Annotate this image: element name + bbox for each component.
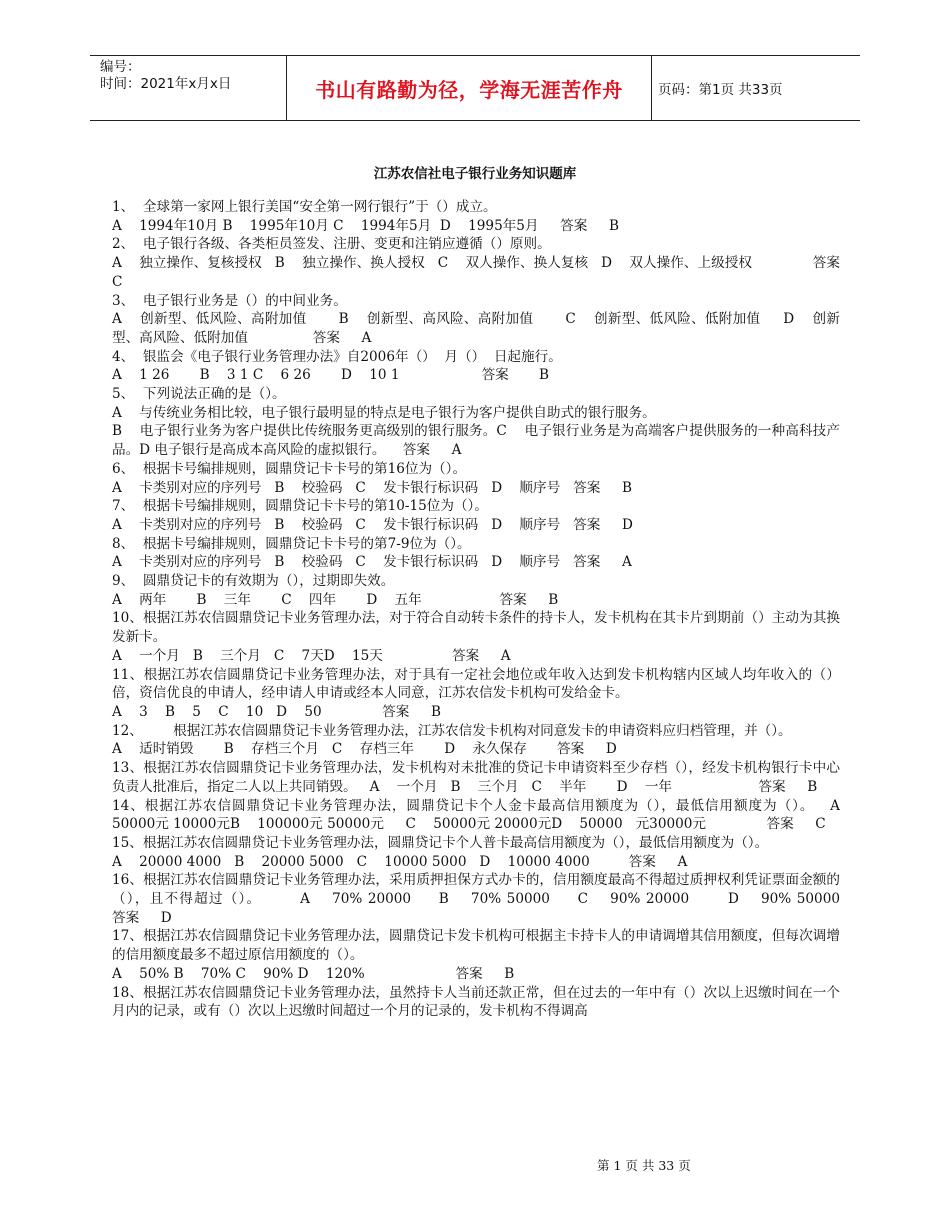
text-line: 5、 下列说法正确的是（）。 [112,386,286,403]
header-motto-cell [286,56,652,120]
text-line: A 一个月 B 三个月 C 7天D 15天 答案 A [112,647,511,664]
text-line: 15、根据江苏农信圆鼎贷记卡业务管理办法，圆鼎贷记卡个人普卡最高信用额度为（），最低信用额度为（）。 [112,834,769,851]
text-line: 14、根据江苏农信圆鼎贷记卡业务管理办法，圆鼎贷记卡个人金卡最高信用额度为（），最低信用额度为（）。 A 50000元 10000元B 100000元 50000元 C 50000元 20000元D 50000 元30000元 答案 C [112,797,858,833]
text-line: 13、根据江苏农信圆鼎贷记卡业务管理办法，发卡机构对未批准的贷记卡申请资料至少存档（），经发卡机构银行卡中心负责人批准后，指定二人以上共同销毁。 A 一个月 B 三个月 C 半年 D 一年 答案 B [112,760,840,795]
text-line: 17、根据江苏农信圆鼎贷记卡业务管理办法，圆鼎贷记卡发卡机构可根据主卡持卡人的申请调增其信用额度，但每次调增的信用额度最多不超过原信用额度的（）。 [112,928,840,964]
page-header [90,55,860,121]
text-line: A 1994年10月 B 1995年10月 C 1994年5月 D 1995年5月 答案 B [112,217,619,234]
page-footer: 第 1 页 共 33 页 [597,1158,691,1173]
text-line: A 20000 4000 B 20000 5000 C 10000 5000 D 10000 4000 答案 A [112,853,688,870]
text-line: A 1 26 B 3 1 C 6 26 D 10 1 答案 B [112,367,550,384]
document-body [112,198,910,1021]
text-line: 18、根据江苏农信圆鼎贷记卡业务管理办法，虽然持卡人当前还款正常，但在过去的一年中有（）次以上迟缴时间在一个月内的记录，或有（）次以上迟缴时间超过一个月的记录的，发卡机构不得调高 [112,984,840,1020]
text-line: A 3 B 5 C 10 D 50 答案 B [112,703,441,720]
text-line: 11、根据江苏农信圆鼎贷记卡业务管理办法，对于具有一定社会地位或年收入达到发卡机构辖内区域人均年收入的（）倍，资信优良的申请人，经申请人申请或经本人同意，江苏农信发卡机构可发给金卡。 [112,666,840,702]
text-line: 3、 电子银行业务是（）的中间业务。 [112,292,347,309]
text-line: A 创新型、低风险、高附加值 B 创新型、高风险、高附加值 C 创新型、低风险、低附加值 D 创新型、高风险、低附加值 答案 A [112,311,840,346]
text-line: B 电子银行业务为客户提供比传统服务更高级别的银行服务。C 电子银行业务是为高端客户提供服务的一种高科技产品。D 电子银行是高成本高风险的虚拟银行。 答案 A [112,423,840,459]
text-line: A 卡类别对应的序列号 B 校验码 C 发卡银行标识码 D 顺序号 答案 A [112,554,632,571]
document-title: 江苏农信社电子银行业务知识题库 [373,166,577,182]
number-label: 编号： [100,59,141,75]
text-line: 8、 根据卡号编排规则，圆鼎贷记卡卡号的第7-9位为（）。 [112,535,471,552]
text-line: A 50% B 70% C 90% D 120% 答案 B [112,965,515,982]
text-line: 16、根据江苏农信圆鼎贷记卡业务管理办法，采用质押担保方式办卡的，信用额度最高不得超过质押权利凭证票面金额的（），且不得超过（）。 A 70% 20000 B 70% 50000 C 90% 20000 D 90% 50000 答案 D [112,872,910,926]
text-line: A 与传统业务相比较，电子银行最明显的特点是电子银行为客户提供自助式的银行服务。 [112,404,656,421]
text-line: 1、 全球第一家网上银行美国“安全第一网行银行”于（）成立。 [112,199,497,215]
motto: 书山有路勤为径，学海无涯苦作舟 [315,77,623,102]
text-line: A 独立操作、复核授权 B 独立操作、换人授权 C 双人操作、换人复核 D 双人操作、上级授权 答案 C [112,255,862,290]
text-line: A 卡类别对应的序列号 B 校验码 C 发卡银行标识码 D 顺序号 答案 D [112,516,633,533]
time-label: 时间：2021年x月x日 [100,76,232,92]
text-line: 9、 圆鼎贷记卡的有效期为（），过期即失效。 [112,573,395,590]
text-line: 6、 根据卡号编排规则，圆鼎贷记卡卡号的第16位为（）。 [112,460,467,477]
text-line: A 卡类别对应的序列号 B 校验码 C 发卡银行标识码 D 顺序号 答案 B [112,479,632,496]
text-line: 4、 银监会《电子银行业务管理办法》自2006年（） 月（） 日起施行。 [112,348,562,365]
header-page-cell [658,56,858,120]
text-line: 7、 根据卡号编排规则，圆鼎贷记卡卡号的第10-15位为（）。 [112,498,488,515]
text-line: 2、 电子银行各级、各类柜员签发、注册、变更和注销应遵循（）原则。 [112,236,551,253]
text-line: A 两年 B 三年 C 四年 D 五年 答案 B [112,591,559,608]
text-line: 10、根据江苏农信圆鼎贷记卡业务管理办法，对于符合自动转卡条件的持卡人，发卡机构在其卡片到期前（）主动为其换发新卡。 [112,610,840,646]
text-line: A 适时销毁 B 存档三个月 C 存档三年 D 永久保存 答案 D [112,741,617,758]
page-label: 页码：第1页 共33页 [658,82,783,98]
text-line: 12、 根据江苏农信圆鼎贷记卡业务管理办法，江苏农信发卡机构对同意发卡的申请资料应归档管理，并（）。 [112,722,792,739]
header-meta [100,56,285,123]
